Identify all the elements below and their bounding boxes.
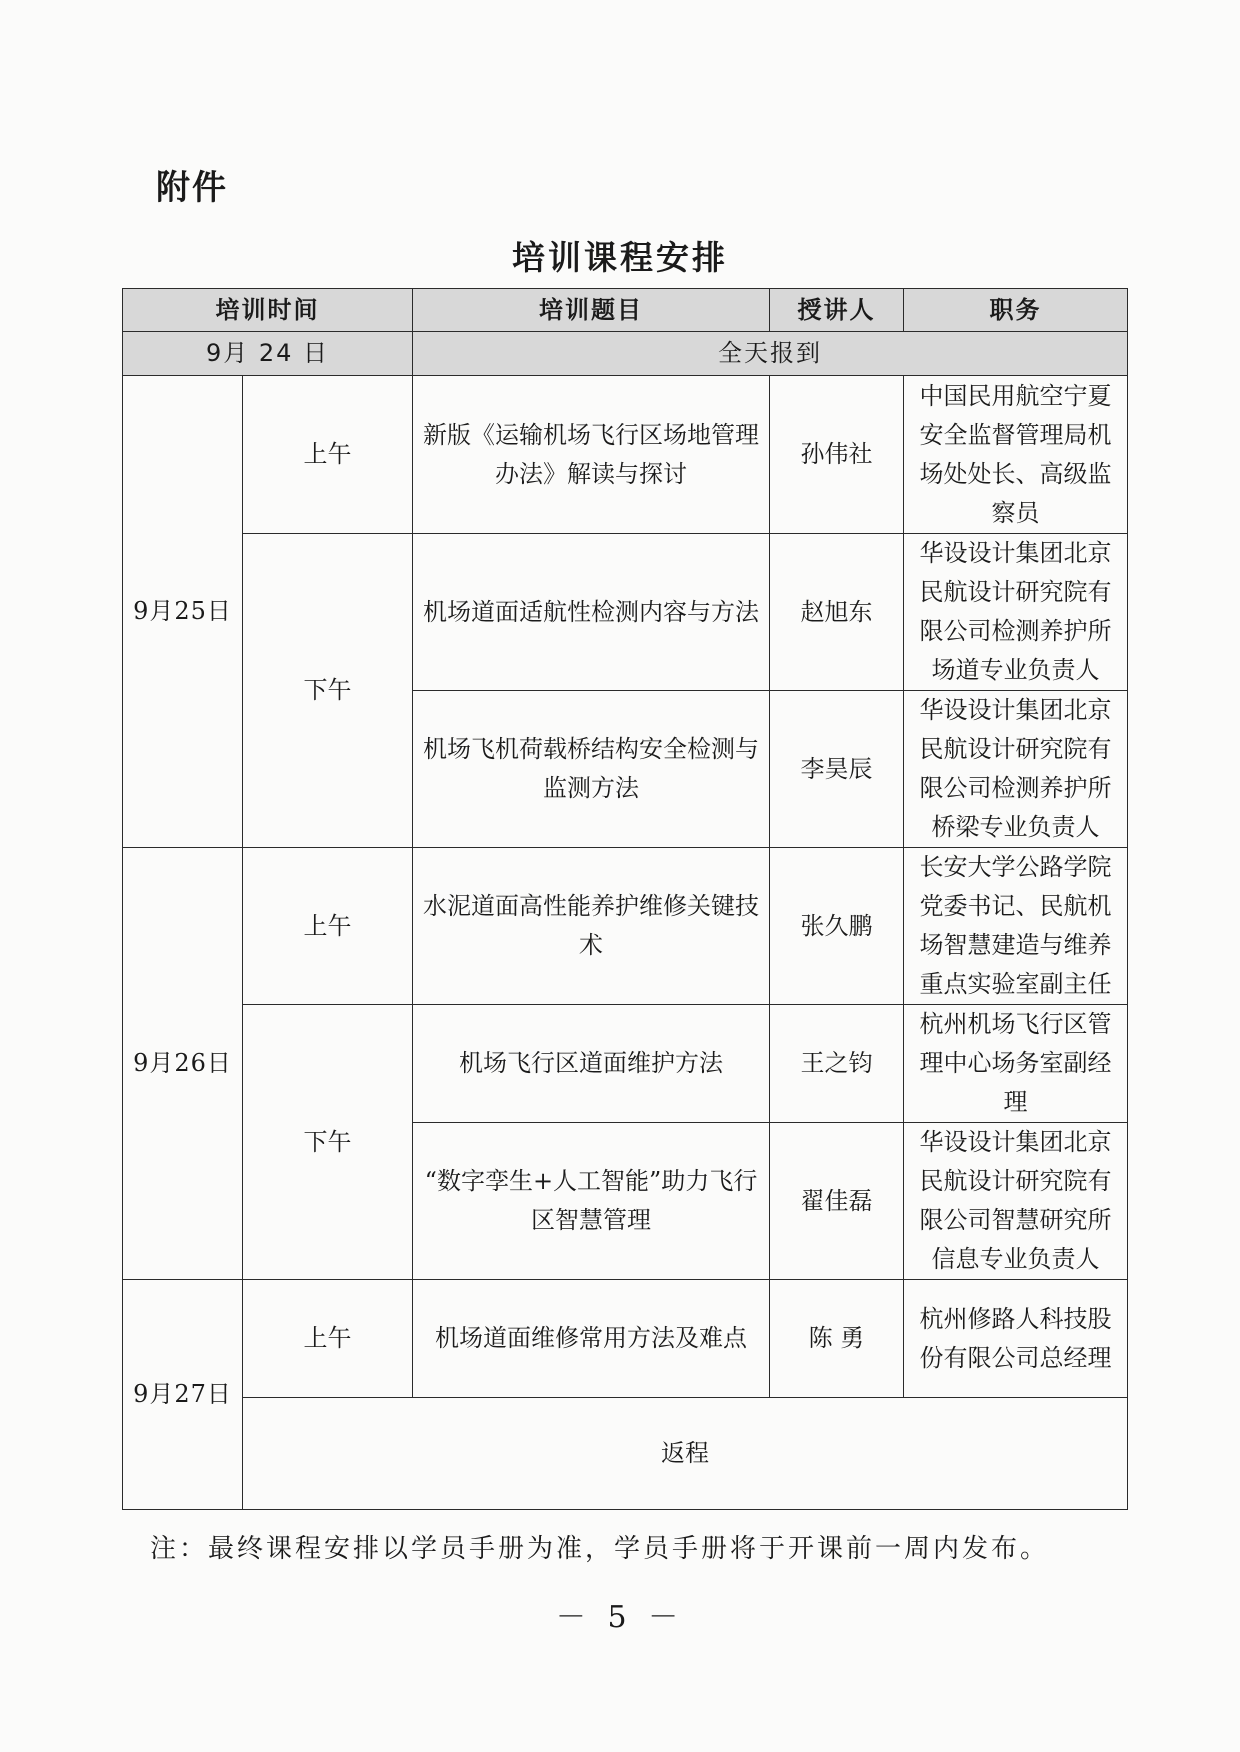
- lecturer-cell: 陈 勇: [770, 1280, 904, 1398]
- header-position: 职务: [904, 289, 1128, 332]
- header-row: [123, 289, 1128, 332]
- header-time: 培训时间: [123, 289, 413, 332]
- table-row: [123, 1398, 1128, 1510]
- session-cell: 下午: [243, 1005, 413, 1280]
- table-row: [123, 332, 1128, 376]
- topic-cell: 水泥道面高性能养护维修关键技术: [413, 848, 770, 1005]
- page-number: － 5 －: [555, 1600, 685, 1635]
- topic-cell: 机场道面维修常用方法及难点: [413, 1280, 770, 1398]
- topic-cell: 机场道面适航性检测内容与方法: [413, 534, 770, 691]
- session-cell: 上午: [243, 1280, 413, 1398]
- position-cell: 华设设计集团北京民航设计研究院有限公司智慧研究所信息专业负责人: [904, 1123, 1128, 1280]
- topic-cell: “数字孪生+人工智能”助力飞行区智慧管理: [413, 1123, 770, 1280]
- return-cell: 返程: [243, 1398, 1128, 1510]
- session-cell: 上午: [243, 376, 413, 534]
- date-cell: 9月27日: [123, 1280, 243, 1510]
- position-cell: 中国民用航空宁夏安全监督管理局机场处处长、高级监察员: [904, 376, 1128, 534]
- topic-cell: 机场飞机荷载桥结构安全检测与监测方法: [413, 691, 770, 848]
- lecturer-cell: 赵旭东: [770, 534, 904, 691]
- table-row: [123, 534, 1128, 691]
- header-topic: 培训题目: [413, 289, 770, 332]
- attachment-label: 附件: [156, 168, 228, 208]
- table-row: [123, 1280, 1128, 1398]
- registration-cell: 全天报到: [413, 332, 1128, 376]
- lecturer-cell: 张久鹏: [770, 848, 904, 1005]
- topic-cell: 新版《运输机场飞行区场地管理办法》解读与探讨: [413, 376, 770, 534]
- session-cell: 上午: [243, 848, 413, 1005]
- position-cell: 长安大学公路学院党委书记、民航机场智慧建造与维养重点实验室副主任: [904, 848, 1128, 1005]
- position-cell: 华设设计集团北京民航设计研究院有限公司检测养护所场道专业负责人: [904, 534, 1128, 691]
- training-schedule-table: [122, 288, 1128, 1510]
- lecturer-cell: 王之钧: [770, 1005, 904, 1123]
- footnote: 注：最终课程安排以学员手册为准，学员手册将于开课前一周内发布。: [150, 1534, 1050, 1564]
- position-cell: 华设设计集团北京民航设计研究院有限公司检测养护所桥梁专业负责人: [904, 691, 1128, 848]
- lecturer-cell: 李昊辰: [770, 691, 904, 848]
- date-cell: 9月26日: [123, 848, 243, 1280]
- position-cell: 杭州机场飞行区管理中心场务室副经理: [904, 1005, 1128, 1123]
- table-row: [123, 1005, 1128, 1123]
- header-lecturer: 授讲人: [770, 289, 904, 332]
- lecturer-cell: 翟佳磊: [770, 1123, 904, 1280]
- date-cell: 9月 24 日: [123, 332, 413, 376]
- table-row: [123, 376, 1128, 534]
- date-cell: 9月25日: [123, 376, 243, 848]
- topic-cell: 机场飞行区道面维护方法: [413, 1005, 770, 1123]
- position-cell: 杭州修路人科技股份有限公司总经理: [904, 1280, 1128, 1398]
- page-title: 培训课程安排: [512, 238, 728, 277]
- lecturer-cell: 孙伟社: [770, 376, 904, 534]
- session-cell: 下午: [243, 534, 413, 848]
- table-row: [123, 848, 1128, 1005]
